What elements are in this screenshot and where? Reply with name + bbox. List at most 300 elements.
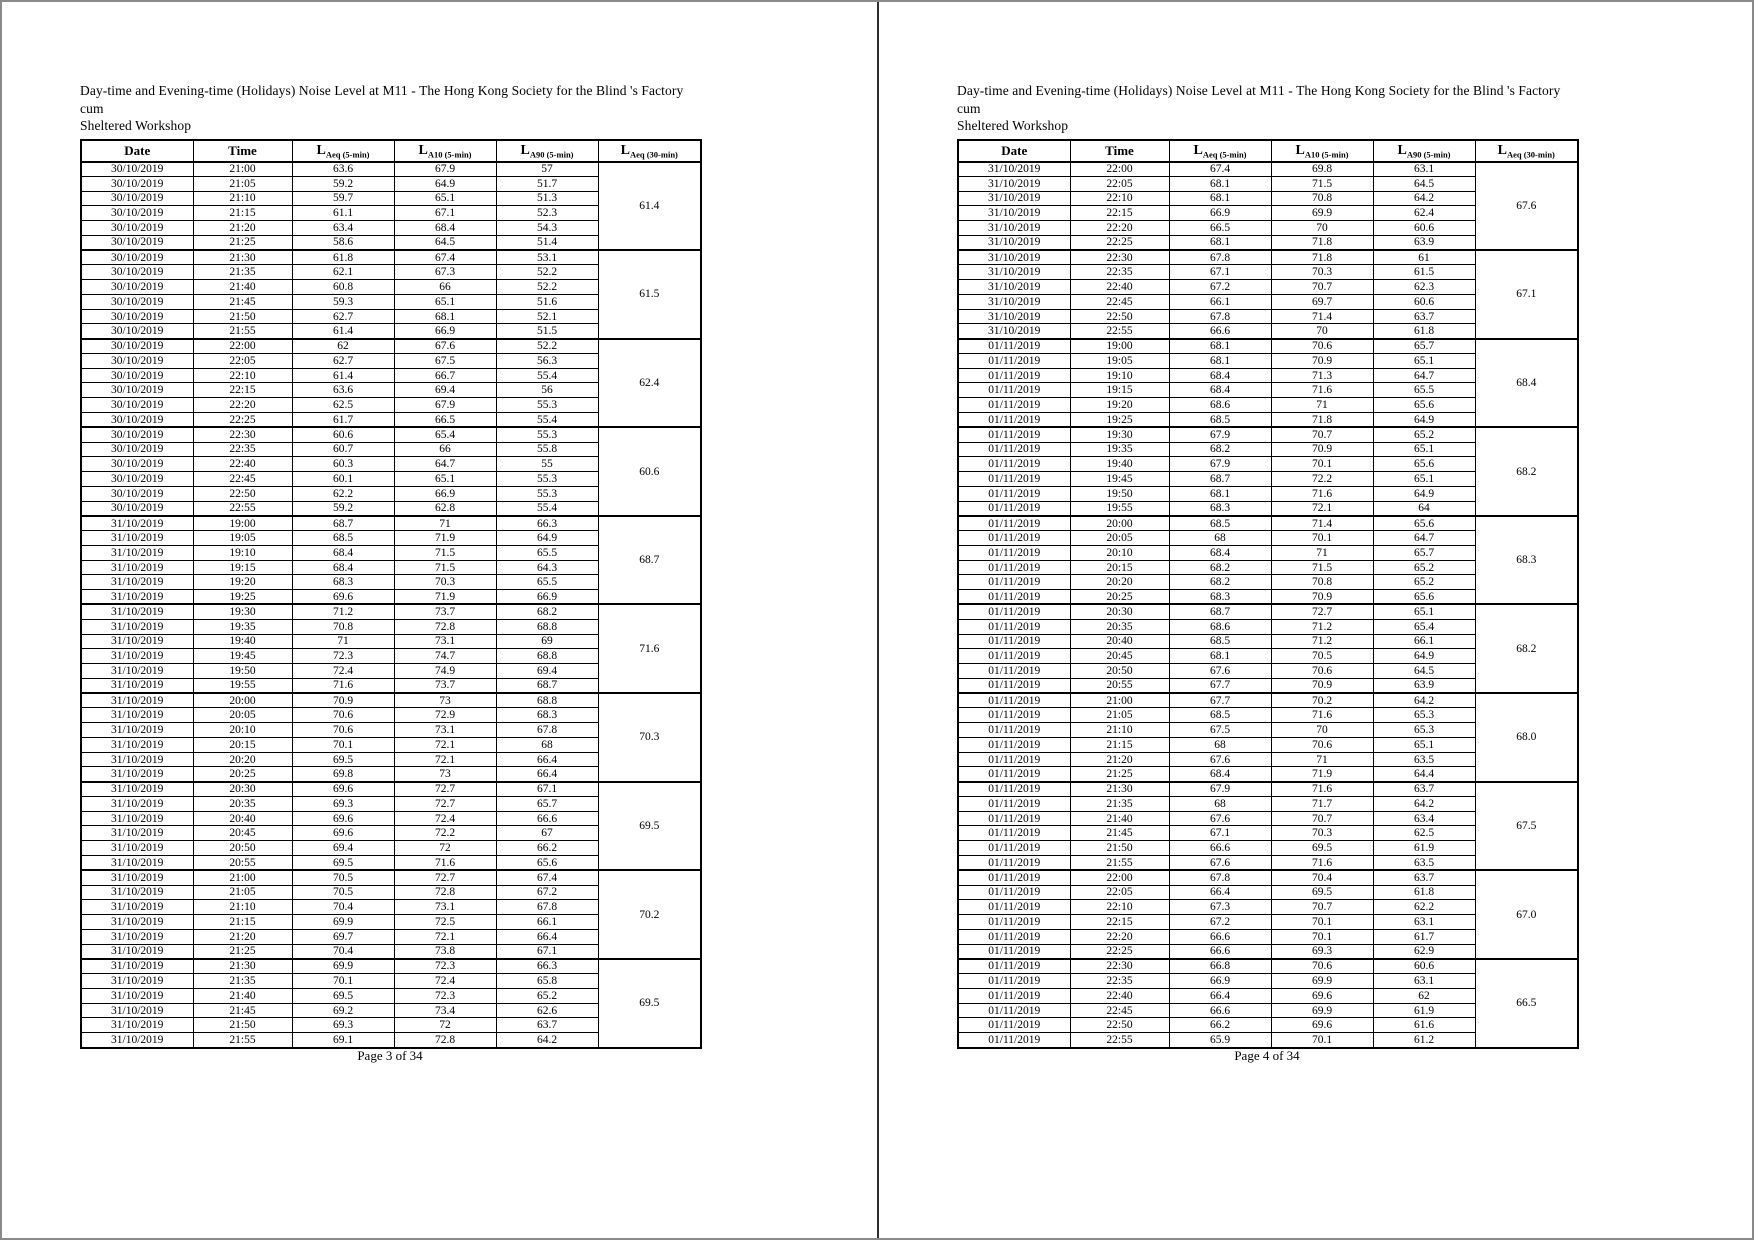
cell-time: 22:45 bbox=[1070, 294, 1169, 309]
cell-time: 20:30 bbox=[1070, 604, 1169, 619]
cell-la10-5min: 69.9 bbox=[1271, 1003, 1373, 1018]
cell-laeq-5min: 69.8 bbox=[292, 767, 394, 782]
cell-laeq-5min: 68.1 bbox=[1169, 339, 1271, 354]
cell-la10-5min: 70.7 bbox=[1271, 427, 1373, 442]
cell-la10-5min: 71.5 bbox=[1271, 560, 1373, 575]
cell-la10-5min: 70.3 bbox=[1271, 826, 1373, 841]
cell-laeq-5min: 66.9 bbox=[1169, 974, 1271, 989]
table-row bbox=[81, 427, 701, 442]
cell-date: 01/11/2019 bbox=[958, 531, 1070, 546]
cell-time: 22:55 bbox=[1070, 1033, 1169, 1048]
cell-laeq-5min: 70.1 bbox=[292, 974, 394, 989]
cell-time: 19:50 bbox=[1070, 486, 1169, 501]
header-subscript: A90 (5-min) bbox=[529, 149, 574, 160]
cell-la90-5min: 52.2 bbox=[496, 265, 598, 280]
cell-date: 31/10/2019 bbox=[81, 649, 193, 664]
cell-laeq-30min: 70.3 bbox=[598, 693, 701, 782]
cell-la10-5min: 69.9 bbox=[1271, 974, 1373, 989]
cell-time: 20:20 bbox=[1070, 575, 1169, 590]
cell-la10-5min: 71.2 bbox=[1271, 634, 1373, 649]
cell-time: 20:50 bbox=[193, 841, 292, 856]
cell-laeq-5min: 68.1 bbox=[1169, 353, 1271, 368]
table-row bbox=[81, 339, 701, 354]
cell-date: 01/11/2019 bbox=[958, 782, 1070, 797]
cell-laeq-5min: 61.1 bbox=[292, 206, 394, 221]
cell-time: 19:55 bbox=[1070, 501, 1169, 516]
cell-laeq-5min: 70.4 bbox=[292, 944, 394, 959]
cell-la90-5min: 64.9 bbox=[1373, 486, 1475, 501]
cell-la10-5min: 69.6 bbox=[1271, 988, 1373, 1003]
cell-laeq-5min: 69.9 bbox=[292, 915, 394, 930]
cell-laeq-5min: 67.4 bbox=[1169, 162, 1271, 177]
cell-la90-5min: 64.5 bbox=[1373, 664, 1475, 679]
cell-time: 21:15 bbox=[193, 206, 292, 221]
cell-la90-5min: 65.5 bbox=[1373, 383, 1475, 398]
cell-time: 20:00 bbox=[193, 693, 292, 708]
cell-laeq-5min: 69.6 bbox=[292, 782, 394, 797]
cell-date: 01/11/2019 bbox=[958, 885, 1070, 900]
cell-date: 01/11/2019 bbox=[958, 575, 1070, 590]
cell-date: 31/10/2019 bbox=[81, 693, 193, 708]
cell-time: 21:20 bbox=[193, 929, 292, 944]
cell-time: 22:15 bbox=[1070, 206, 1169, 221]
column-header-laeq-30min bbox=[598, 140, 701, 162]
cell-laeq-5min: 66.6 bbox=[1169, 929, 1271, 944]
cell-time: 19:25 bbox=[1070, 413, 1169, 428]
cell-la90-5min: 66.3 bbox=[496, 516, 598, 531]
cell-la10-5min: 71 bbox=[1271, 545, 1373, 560]
cell-la10-5min: 70 bbox=[1271, 324, 1373, 339]
document-page-4 bbox=[879, 2, 1754, 1240]
cell-la90-5min: 65.1 bbox=[1373, 442, 1475, 457]
cell-time: 20:00 bbox=[1070, 516, 1169, 531]
cell-laeq-5min: 68.6 bbox=[1169, 398, 1271, 413]
cell-la10-5min: 70.4 bbox=[1271, 870, 1373, 885]
cell-date: 31/10/2019 bbox=[958, 324, 1070, 339]
cell-la90-5min: 61.5 bbox=[1373, 265, 1475, 280]
cell-la90-5min: 64.2 bbox=[496, 1033, 598, 1048]
column-header-la90-5min bbox=[1373, 140, 1475, 162]
cell-time: 21:55 bbox=[193, 324, 292, 339]
cell-time: 21:05 bbox=[193, 176, 292, 191]
table-row bbox=[81, 604, 701, 619]
cell-date: 31/10/2019 bbox=[81, 634, 193, 649]
cell-la90-5min: 67 bbox=[496, 826, 598, 841]
cell-la10-5min: 70.6 bbox=[1271, 959, 1373, 974]
cell-laeq-5min: 68.7 bbox=[292, 516, 394, 531]
cell-la90-5min: 55 bbox=[496, 457, 598, 472]
cell-laeq-5min: 69.1 bbox=[292, 1033, 394, 1048]
cell-la90-5min: 65.3 bbox=[1373, 723, 1475, 738]
cell-laeq-5min: 72.4 bbox=[292, 664, 394, 679]
cell-la10-5min: 70.7 bbox=[1271, 811, 1373, 826]
cell-laeq-5min: 59.2 bbox=[292, 176, 394, 191]
cell-laeq-30min: 68.4 bbox=[1475, 339, 1578, 428]
cell-time: 22:30 bbox=[1070, 250, 1169, 265]
cell-time: 20:10 bbox=[193, 723, 292, 738]
cell-time: 22:30 bbox=[1070, 959, 1169, 974]
cell-laeq-30min: 68.0 bbox=[1475, 693, 1578, 782]
cell-la90-5min: 66.4 bbox=[496, 929, 598, 944]
cell-laeq-5min: 69.6 bbox=[292, 590, 394, 605]
cell-la10-5min: 70.9 bbox=[1271, 353, 1373, 368]
table-row bbox=[81, 959, 701, 974]
cell-laeq-5min: 71.2 bbox=[292, 604, 394, 619]
table-row bbox=[81, 516, 701, 531]
header-subscript: Aeq (30-min) bbox=[629, 149, 678, 160]
cell-laeq-5min: 71.6 bbox=[292, 678, 394, 693]
cell-date: 31/10/2019 bbox=[81, 767, 193, 782]
cell-la10-5min: 66.5 bbox=[394, 413, 496, 428]
cell-date: 01/11/2019 bbox=[958, 900, 1070, 915]
cell-time: 22:15 bbox=[193, 383, 292, 398]
cell-la90-5min: 63.9 bbox=[1373, 678, 1475, 693]
cell-laeq-5min: 68.4 bbox=[292, 560, 394, 575]
cell-la90-5min: 65.4 bbox=[1373, 619, 1475, 634]
table-row bbox=[958, 516, 1578, 531]
cell-la10-5min: 72.7 bbox=[394, 796, 496, 811]
cell-laeq-30min: 68.7 bbox=[598, 516, 701, 605]
cell-time: 21:40 bbox=[193, 280, 292, 295]
cell-la10-5min: 71.6 bbox=[1271, 782, 1373, 797]
cell-la90-5min: 67.1 bbox=[496, 944, 598, 959]
cell-date: 31/10/2019 bbox=[81, 974, 193, 989]
cell-laeq-5min: 68.5 bbox=[1169, 634, 1271, 649]
cell-time: 19:35 bbox=[193, 619, 292, 634]
column-header-laeq-5min bbox=[1169, 140, 1271, 162]
cell-date: 30/10/2019 bbox=[81, 250, 193, 265]
cell-la90-5min: 62.3 bbox=[1373, 280, 1475, 295]
cell-la10-5min: 72.5 bbox=[394, 915, 496, 930]
cell-laeq-5min: 61.4 bbox=[292, 368, 394, 383]
cell-la90-5min: 68.7 bbox=[496, 678, 598, 693]
cell-la10-5min: 70.3 bbox=[394, 575, 496, 590]
cell-la10-5min: 66.7 bbox=[394, 368, 496, 383]
cell-date: 01/11/2019 bbox=[958, 427, 1070, 442]
cell-date: 01/11/2019 bbox=[958, 974, 1070, 989]
cell-laeq-5min: 68 bbox=[1169, 531, 1271, 546]
cell-la10-5min: 71 bbox=[1271, 398, 1373, 413]
cell-time: 19:15 bbox=[193, 560, 292, 575]
cell-la10-5min: 65.1 bbox=[394, 472, 496, 487]
cell-date: 30/10/2019 bbox=[81, 368, 193, 383]
cell-la10-5min: 72.9 bbox=[394, 708, 496, 723]
cell-la10-5min: 71.2 bbox=[1271, 619, 1373, 634]
page-title-line2: Sheltered Workshop bbox=[80, 118, 192, 133]
cell-la10-5min: 71.6 bbox=[1271, 383, 1373, 398]
cell-la10-5min: 70.6 bbox=[1271, 339, 1373, 354]
cell-laeq-30min: 69.5 bbox=[598, 959, 701, 1048]
cell-la10-5min: 72.8 bbox=[394, 619, 496, 634]
cell-date: 01/11/2019 bbox=[958, 752, 1070, 767]
cell-la10-5min: 70.3 bbox=[1271, 265, 1373, 280]
cell-laeq-5min: 70.5 bbox=[292, 885, 394, 900]
cell-la90-5min: 65.7 bbox=[1373, 339, 1475, 354]
cell-la90-5min: 55.4 bbox=[496, 368, 598, 383]
cell-la10-5min: 71.9 bbox=[394, 590, 496, 605]
cell-date: 31/10/2019 bbox=[81, 944, 193, 959]
cell-date: 01/11/2019 bbox=[958, 723, 1070, 738]
cell-date: 31/10/2019 bbox=[81, 988, 193, 1003]
cell-la10-5min: 71.7 bbox=[1271, 796, 1373, 811]
cell-date: 01/11/2019 bbox=[958, 413, 1070, 428]
cell-la90-5min: 68.8 bbox=[496, 693, 598, 708]
cell-la90-5min: 61.9 bbox=[1373, 1003, 1475, 1018]
cell-la90-5min: 65.5 bbox=[496, 575, 598, 590]
column-header-time: Time bbox=[1070, 140, 1169, 162]
cell-la10-5min: 70 bbox=[1271, 221, 1373, 236]
cell-la90-5min: 65.1 bbox=[1373, 737, 1475, 752]
cell-time: 19:05 bbox=[193, 531, 292, 546]
cell-la90-5min: 52.1 bbox=[496, 309, 598, 324]
cell-la90-5min: 65.5 bbox=[496, 545, 598, 560]
cell-la90-5min: 55.3 bbox=[496, 398, 598, 413]
cell-la90-5min: 60.6 bbox=[1373, 221, 1475, 236]
cell-laeq-5min: 68.4 bbox=[1169, 368, 1271, 383]
cell-la10-5min: 69.7 bbox=[1271, 294, 1373, 309]
cell-la90-5min: 63.7 bbox=[1373, 782, 1475, 797]
cell-la10-5min: 71 bbox=[1271, 752, 1373, 767]
cell-date: 31/10/2019 bbox=[958, 206, 1070, 221]
cell-time: 21:00 bbox=[193, 870, 292, 885]
column-header-date: Date bbox=[958, 140, 1070, 162]
cell-laeq-5min: 68.4 bbox=[1169, 545, 1271, 560]
cell-laeq-30min: 68.2 bbox=[1475, 604, 1578, 693]
cell-time: 19:55 bbox=[193, 678, 292, 693]
cell-la90-5min: 63.7 bbox=[1373, 870, 1475, 885]
cell-laeq-5min: 67.5 bbox=[1169, 723, 1271, 738]
cell-time: 19:10 bbox=[193, 545, 292, 560]
cell-date: 31/10/2019 bbox=[81, 590, 193, 605]
cell-la90-5min: 55.3 bbox=[496, 427, 598, 442]
cell-date: 31/10/2019 bbox=[81, 1018, 193, 1033]
cell-la10-5min: 73.7 bbox=[394, 604, 496, 619]
cell-laeq-5min: 60.1 bbox=[292, 472, 394, 487]
column-header-la90-5min bbox=[496, 140, 598, 162]
cell-laeq-5min: 67.6 bbox=[1169, 664, 1271, 679]
cell-laeq-5min: 68 bbox=[1169, 737, 1271, 752]
cell-la90-5min: 68.3 bbox=[496, 708, 598, 723]
cell-la90-5min: 61 bbox=[1373, 250, 1475, 265]
cell-date: 30/10/2019 bbox=[81, 191, 193, 206]
cell-laeq-30min: 66.5 bbox=[1475, 959, 1578, 1048]
cell-la10-5min: 72.1 bbox=[394, 929, 496, 944]
cell-date: 31/10/2019 bbox=[81, 708, 193, 723]
cell-la10-5min: 74.9 bbox=[394, 664, 496, 679]
cell-laeq-5min: 68.5 bbox=[292, 531, 394, 546]
cell-time: 22:50 bbox=[1070, 1018, 1169, 1033]
cell-la90-5min: 64.2 bbox=[1373, 191, 1475, 206]
table-row bbox=[81, 250, 701, 265]
table-row bbox=[958, 870, 1578, 885]
column-header-date: Date bbox=[81, 140, 193, 162]
cell-la90-5min: 63.1 bbox=[1373, 162, 1475, 177]
cell-time: 22:40 bbox=[193, 457, 292, 472]
column-header-la10-5min bbox=[1271, 140, 1373, 162]
cell-laeq-30min: 67.1 bbox=[1475, 250, 1578, 339]
header-subscript: Aeq (5-min) bbox=[1202, 149, 1247, 160]
cell-date: 31/10/2019 bbox=[81, 929, 193, 944]
cell-laeq-5min: 69.2 bbox=[292, 1003, 394, 1018]
cell-date: 01/11/2019 bbox=[958, 767, 1070, 782]
cell-time: 22:50 bbox=[1070, 309, 1169, 324]
cell-la90-5min: 69.4 bbox=[496, 664, 598, 679]
table-row bbox=[958, 959, 1578, 974]
cell-laeq-30min: 68.2 bbox=[1475, 427, 1578, 516]
page-title bbox=[957, 82, 1577, 135]
cell-la90-5min: 64.4 bbox=[1373, 767, 1475, 782]
cell-la90-5min: 63.7 bbox=[496, 1018, 598, 1033]
cell-date: 01/11/2019 bbox=[958, 619, 1070, 634]
cell-laeq-5min: 67.3 bbox=[1169, 900, 1271, 915]
cell-la90-5min: 65.6 bbox=[496, 855, 598, 870]
cell-date: 31/10/2019 bbox=[81, 855, 193, 870]
cell-la10-5min: 64.7 bbox=[394, 457, 496, 472]
cell-time: 22:00 bbox=[193, 339, 292, 354]
cell-time: 21:50 bbox=[1070, 841, 1169, 856]
cell-date: 30/10/2019 bbox=[81, 294, 193, 309]
column-header-laeq-5min bbox=[292, 140, 394, 162]
cell-date: 01/11/2019 bbox=[958, 959, 1070, 974]
cell-la90-5min: 53.1 bbox=[496, 250, 598, 265]
header-symbol: L bbox=[1295, 142, 1305, 158]
cell-date: 30/10/2019 bbox=[81, 235, 193, 250]
cell-la90-5min: 61.2 bbox=[1373, 1033, 1475, 1048]
cell-laeq-5min: 70.6 bbox=[292, 708, 394, 723]
cell-date: 01/11/2019 bbox=[958, 604, 1070, 619]
cell-laeq-5min: 68.1 bbox=[1169, 235, 1271, 250]
cell-la90-5min: 63.1 bbox=[1373, 974, 1475, 989]
noise-level-table bbox=[957, 139, 1579, 1049]
cell-la90-5min: 61.8 bbox=[1373, 885, 1475, 900]
table-row bbox=[81, 162, 701, 177]
cell-laeq-5min: 60.3 bbox=[292, 457, 394, 472]
table-row bbox=[958, 427, 1578, 442]
cell-date: 31/10/2019 bbox=[958, 250, 1070, 265]
cell-la90-5min: 63.1 bbox=[1373, 915, 1475, 930]
cell-la90-5min: 65.2 bbox=[496, 988, 598, 1003]
cell-la10-5min: 73.8 bbox=[394, 944, 496, 959]
cell-la90-5min: 64.7 bbox=[1373, 368, 1475, 383]
cell-time: 22:10 bbox=[1070, 900, 1169, 915]
cell-date: 01/11/2019 bbox=[958, 516, 1070, 531]
cell-date: 31/10/2019 bbox=[81, 782, 193, 797]
cell-la10-5min: 71.8 bbox=[1271, 413, 1373, 428]
cell-laeq-5min: 69.3 bbox=[292, 1018, 394, 1033]
cell-la90-5min: 55.8 bbox=[496, 442, 598, 457]
cell-date: 01/11/2019 bbox=[958, 678, 1070, 693]
cell-time: 21:00 bbox=[193, 162, 292, 177]
cell-la10-5min: 68.4 bbox=[394, 221, 496, 236]
cell-laeq-5min: 68.5 bbox=[1169, 413, 1271, 428]
cell-time: 22:40 bbox=[1070, 988, 1169, 1003]
cell-date: 01/11/2019 bbox=[958, 634, 1070, 649]
cell-date: 31/10/2019 bbox=[958, 309, 1070, 324]
cell-la90-5min: 63.5 bbox=[1373, 752, 1475, 767]
cell-time: 22:20 bbox=[1070, 929, 1169, 944]
cell-laeq-5min: 61.8 bbox=[292, 250, 394, 265]
cell-time: 19:40 bbox=[1070, 457, 1169, 472]
cell-la10-5min: 72.2 bbox=[394, 826, 496, 841]
cell-time: 19:30 bbox=[193, 604, 292, 619]
cell-date: 31/10/2019 bbox=[81, 664, 193, 679]
cell-time: 21:50 bbox=[193, 1018, 292, 1033]
cell-date: 30/10/2019 bbox=[81, 206, 193, 221]
cell-time: 22:55 bbox=[193, 501, 292, 516]
header-symbol: L bbox=[620, 142, 630, 158]
cell-la90-5min: 52.2 bbox=[496, 339, 598, 354]
cell-laeq-5min: 66.8 bbox=[1169, 959, 1271, 974]
cell-la10-5min: 73.7 bbox=[394, 678, 496, 693]
cell-date: 31/10/2019 bbox=[81, 826, 193, 841]
cell-la10-5min: 66.9 bbox=[394, 486, 496, 501]
cell-la10-5min: 67.9 bbox=[394, 398, 496, 413]
cell-date: 01/11/2019 bbox=[958, 708, 1070, 723]
cell-time: 22:30 bbox=[193, 427, 292, 442]
cell-la10-5min: 70.7 bbox=[1271, 280, 1373, 295]
cell-laeq-5min: 69.4 bbox=[292, 841, 394, 856]
cell-laeq-30min: 61.5 bbox=[598, 250, 701, 339]
cell-time: 21:10 bbox=[193, 191, 292, 206]
cell-date: 31/10/2019 bbox=[81, 575, 193, 590]
cell-time: 21:15 bbox=[193, 915, 292, 930]
cell-time: 22:00 bbox=[1070, 870, 1169, 885]
cell-laeq-5min: 62.5 bbox=[292, 398, 394, 413]
cell-laeq-5min: 72.3 bbox=[292, 649, 394, 664]
cell-la10-5min: 70.8 bbox=[1271, 575, 1373, 590]
cell-la10-5min: 73.1 bbox=[394, 900, 496, 915]
cell-laeq-5min: 68 bbox=[1169, 796, 1271, 811]
page-title-line1: Day-time and Evening-time (Holidays) Noise Level at M11 - The Hong Kong Society for the Blind 's Factory cum bbox=[80, 83, 684, 116]
cell-date: 01/11/2019 bbox=[958, 664, 1070, 679]
cell-la10-5min: 71 bbox=[394, 516, 496, 531]
cell-date: 01/11/2019 bbox=[958, 929, 1070, 944]
cell-la10-5min: 64.9 bbox=[394, 176, 496, 191]
cell-date: 30/10/2019 bbox=[81, 221, 193, 236]
cell-la90-5min: 52.2 bbox=[496, 280, 598, 295]
column-header-time: Time bbox=[193, 140, 292, 162]
cell-la90-5min: 57 bbox=[496, 162, 598, 177]
page-title-line1: Day-time and Evening-time (Holidays) Noise Level at M11 - The Hong Kong Society for the Blind 's Factory cum bbox=[957, 83, 1561, 116]
cell-laeq-5min: 67.2 bbox=[1169, 280, 1271, 295]
table-header-row bbox=[958, 140, 1578, 162]
cell-date: 30/10/2019 bbox=[81, 353, 193, 368]
cell-laeq-5min: 70.8 bbox=[292, 619, 394, 634]
cell-laeq-5min: 69.5 bbox=[292, 988, 394, 1003]
cell-date: 01/11/2019 bbox=[958, 1018, 1070, 1033]
cell-time: 22:10 bbox=[1070, 191, 1169, 206]
cell-laeq-5min: 63.6 bbox=[292, 162, 394, 177]
cell-la90-5min: 65.8 bbox=[496, 974, 598, 989]
cell-time: 19:40 bbox=[193, 634, 292, 649]
cell-la10-5min: 73.1 bbox=[394, 723, 496, 738]
cell-la90-5min: 62.6 bbox=[496, 1003, 598, 1018]
cell-laeq-30min: 67.5 bbox=[1475, 782, 1578, 871]
cell-laeq-5min: 66.2 bbox=[1169, 1018, 1271, 1033]
cell-la10-5min: 71.9 bbox=[394, 531, 496, 546]
cell-la10-5min: 74.7 bbox=[394, 649, 496, 664]
cell-time: 21:50 bbox=[193, 309, 292, 324]
cell-la10-5min: 67.1 bbox=[394, 206, 496, 221]
cell-laeq-5min: 62.7 bbox=[292, 353, 394, 368]
cell-laeq-5min: 60.8 bbox=[292, 280, 394, 295]
cell-date: 31/10/2019 bbox=[81, 811, 193, 826]
cell-time: 21:25 bbox=[1070, 767, 1169, 782]
cell-la10-5min: 71.6 bbox=[394, 855, 496, 870]
cell-la90-5min: 65.6 bbox=[1373, 590, 1475, 605]
cell-laeq-5min: 59.3 bbox=[292, 294, 394, 309]
cell-time: 21:35 bbox=[193, 265, 292, 280]
